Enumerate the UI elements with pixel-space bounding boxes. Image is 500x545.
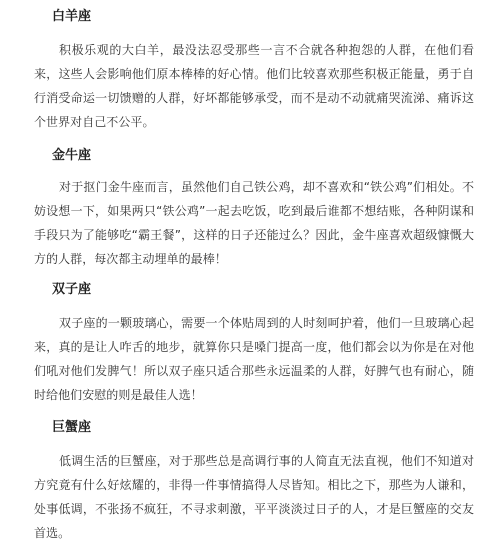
section-title-aries: 白羊座 bbox=[52, 9, 92, 24]
section-body-aries: 积极乐观的大白羊，最没法忍受那些一言不合就各种抱怨的人群，在他们看来，这些人会影响他们原本棒棒的好心情。他们比较喜欢那些积极正能量，勇于自行消受命运一切馈赠的人群，好坏都能够承受，而不是动不动就痛哭流涕、痛诉这个世界对自己不公平。 bbox=[34, 43, 474, 129]
section-title-gemini: 双子座 bbox=[52, 282, 92, 297]
section-title-taurus: 金牛座 bbox=[52, 148, 92, 163]
section-body-gemini: 双子座的一颗玻璃心，需要一个体贴周到的人时刻呵护着，他们一旦玻璃心起来，真的是让人咋舌的地步，就算你只是嗓门提高一度，他们都会以为你是在对他们吼对他们发脾气！所以双子座只适合那些永远温柔的人群，好脾气也有耐心，随时给他们安慰的则是最佳人选！ bbox=[34, 316, 474, 402]
section-body-cancer: 低调生活的巨蟹座，对于那些总是高调行事的人简直无法直视，他们不知道对方究竟有什么好炫耀的，非得一件事情搞得人尽皆知。相比之下，那些为人谦和，处事低调，不张扬不疯狂，不寻求刺激，平平淡淡过日子的人，才是巨蟹座的交友首选。 bbox=[34, 454, 474, 540]
section-title-cancer: 巨蟹座 bbox=[52, 420, 92, 435]
section-body-taurus: 对于抠门金牛座而言，虽然他们自己铁公鸡，却不喜欢和“铁公鸡”们相处。不妨设想一下，如果两只“铁公鸡”一起去吃饭，吃到最后谁都不想结账，各种阴谋和手段只为了能够吃“霸王餐”，这样的日子还能过么？因此，金牛座喜欢超级慷慨大方的人群，每次都主动埋单的最棒！ bbox=[34, 180, 474, 266]
